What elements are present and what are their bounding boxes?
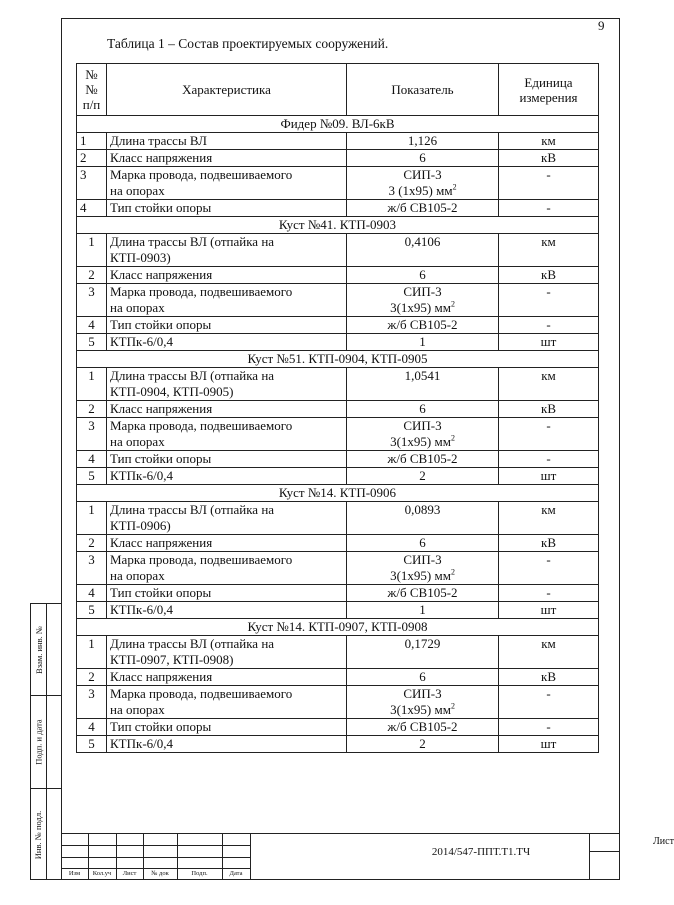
value-line: 1 — [419, 334, 426, 349]
value-line-with-unit — [350, 300, 495, 316]
row-value — [347, 150, 499, 167]
row-number: 4 — [77, 200, 107, 217]
table-row — [77, 686, 599, 719]
value-text: 3(1х95) мм — [390, 300, 451, 315]
row-unit: кВ — [499, 267, 599, 284]
characteristic-line: Марка провода, подвешиваемого — [110, 686, 293, 701]
row-characteristic — [107, 719, 347, 736]
row-characteristic — [107, 736, 347, 753]
section-title: Куст №14. КТП-0907, КТП-0908 — [77, 619, 599, 636]
characteristic-line: на опорах — [110, 568, 165, 583]
row-unit: шт — [499, 602, 599, 619]
row-value — [347, 234, 499, 267]
row-characteristic — [107, 686, 347, 719]
superscript: 2 — [450, 567, 455, 577]
stamp-label-signature: Подп. — [191, 870, 208, 877]
row-number: 5 — [77, 736, 107, 753]
row-value — [347, 736, 499, 753]
row-characteristic — [107, 133, 347, 150]
row-number: 1 — [77, 368, 107, 401]
table-header-row — [77, 64, 599, 116]
header-characteristic: Характеристика — [107, 64, 347, 116]
table-row — [77, 451, 599, 468]
characteristic-line: Класс напряжения — [110, 401, 213, 416]
value-line: ж/б СВ105-2 — [387, 719, 458, 734]
row-value — [347, 418, 499, 451]
row-characteristic — [107, 284, 347, 317]
section-row — [77, 619, 599, 636]
row-characteristic — [107, 334, 347, 351]
characteristic-line: Длина трассы ВЛ (отпайка на — [110, 234, 275, 249]
value-line: ж/б СВ105-2 — [387, 585, 458, 600]
header-number-line: № — [85, 67, 98, 82]
characteristic-line: Марка провода, подвешиваемого — [110, 284, 293, 299]
row-value — [347, 401, 499, 418]
characteristic-line: на опорах — [110, 434, 165, 449]
characteristic-line: Тип стойки опоры — [110, 585, 212, 600]
section-title: Куст №41. КТП-0903 — [77, 217, 599, 234]
row-unit: шт — [499, 736, 599, 753]
stamp-label-count: Кол.уч — [92, 870, 112, 877]
row-value — [347, 468, 499, 485]
table-row — [77, 234, 599, 267]
row-number: 2 — [77, 267, 107, 284]
side-stamp — [30, 603, 61, 880]
value-line-with-unit — [350, 702, 495, 718]
value-line: 0,0893 — [404, 502, 441, 517]
row-unit: - — [499, 585, 599, 602]
row-unit: - — [499, 200, 599, 217]
characteristic-line: Марка провода, подвешиваемого — [110, 552, 293, 567]
row-number: 3 — [77, 418, 107, 451]
value-line: 1 — [419, 602, 426, 617]
value-text: 3 (1х95) мм — [388, 183, 453, 198]
table-row — [77, 284, 599, 317]
row-characteristic — [107, 502, 347, 535]
document-code: 2014/547-ППТ.Т1.ТЧ — [431, 846, 531, 858]
row-characteristic — [107, 234, 347, 267]
row-number: 5 — [77, 602, 107, 619]
value-line: 0,1729 — [404, 636, 441, 651]
row-value — [347, 636, 499, 669]
row-value — [347, 317, 499, 334]
value-line-with-unit — [350, 568, 495, 584]
row-number: 1 — [77, 636, 107, 669]
row-number: 3 — [77, 686, 107, 719]
table-row — [77, 334, 599, 351]
row-unit: - — [499, 451, 599, 468]
value-line: 6 — [419, 267, 426, 282]
row-unit: км — [499, 133, 599, 150]
row-unit: - — [499, 719, 599, 736]
row-number: 4 — [77, 719, 107, 736]
value-line: ж/б СВ105-2 — [387, 317, 458, 332]
characteristic-line: Марка провода, подвешиваемого — [110, 418, 293, 433]
table-row — [77, 535, 599, 552]
row-characteristic — [107, 468, 347, 485]
value-text: 3(1х95) мм — [390, 702, 451, 717]
table-row — [77, 267, 599, 284]
row-unit: км — [499, 636, 599, 669]
table-row — [77, 401, 599, 418]
value-line: СИП-3 — [403, 167, 442, 182]
characteristic-line: Длина трассы ВЛ — [110, 133, 207, 148]
row-characteristic — [107, 552, 347, 585]
row-characteristic — [107, 418, 347, 451]
row-characteristic — [107, 669, 347, 686]
row-value — [347, 602, 499, 619]
row-unit: кВ — [499, 669, 599, 686]
row-number: 4 — [77, 317, 107, 334]
value-line: 6 — [419, 535, 426, 550]
row-number: 5 — [77, 468, 107, 485]
row-number: 4 — [77, 451, 107, 468]
characteristic-line: Тип стойки опоры — [110, 719, 212, 734]
row-value — [347, 502, 499, 535]
row-characteristic — [107, 535, 347, 552]
value-line: ж/б СВ105-2 — [387, 451, 458, 466]
row-value — [347, 552, 499, 585]
table-caption: Таблица 1 – Состав проектируемых сооружений. — [107, 36, 389, 51]
table-row — [77, 502, 599, 535]
row-value — [347, 167, 499, 200]
value-line: 1,126 — [407, 133, 438, 148]
characteristic-line: КТП-0906) — [110, 518, 171, 533]
value-line: 6 — [419, 150, 426, 165]
table-row — [77, 468, 599, 485]
characteristic-line: Тип стойки опоры — [110, 200, 212, 215]
row-value — [347, 334, 499, 351]
header-unit — [499, 64, 599, 116]
header-number-line: п/п — [82, 97, 101, 112]
characteristic-line: на опорах — [110, 300, 165, 315]
row-unit: км — [499, 502, 599, 535]
characteristic-line: на опорах — [110, 183, 165, 198]
row-unit: - — [499, 418, 599, 451]
header-number — [77, 64, 107, 116]
title-block — [61, 833, 674, 880]
row-characteristic — [107, 451, 347, 468]
row-characteristic — [107, 167, 347, 200]
stamp-label-doc-number: № док — [151, 870, 169, 877]
table-row — [77, 585, 599, 602]
value-text: 3(1х95) мм — [390, 568, 451, 583]
value-line-with-unit — [350, 183, 495, 199]
row-unit: кВ — [499, 401, 599, 418]
table-row — [77, 636, 599, 669]
characteristic-line: КТПк-6/0,4 — [110, 468, 174, 483]
characteristic-line: Тип стойки опоры — [110, 451, 212, 466]
value-line: СИП-3 — [403, 686, 442, 701]
row-number: 2 — [77, 669, 107, 686]
characteristic-line: Класс напряжения — [110, 150, 213, 165]
row-number: 2 — [77, 535, 107, 552]
characteristic-line: Длина трассы ВЛ (отпайка на — [110, 636, 275, 651]
characteristic-line: Длина трассы ВЛ (отпайка на — [110, 368, 275, 383]
row-unit: - — [499, 686, 599, 719]
page-number: 9 — [598, 18, 605, 33]
value-line: СИП-3 — [403, 284, 442, 299]
row-characteristic — [107, 602, 347, 619]
header-value: Показатель — [347, 64, 499, 116]
characteristic-line: КТПк-6/0,4 — [110, 736, 174, 751]
table-row — [77, 719, 599, 736]
characteristic-line: КТП-0904, КТП-0905) — [110, 384, 234, 399]
row-unit: км — [499, 368, 599, 401]
section-title: Куст №14. КТП-0906 — [77, 485, 599, 502]
value-text: 3(1х95) мм — [390, 434, 451, 449]
section-title: Фидер №09. ВЛ-6кВ — [77, 116, 599, 133]
table-row — [77, 418, 599, 451]
row-characteristic — [107, 267, 347, 284]
value-line: 0,4106 — [404, 234, 441, 249]
value-line: СИП-3 — [403, 418, 442, 433]
row-number: 2 — [77, 401, 107, 418]
row-value — [347, 585, 499, 602]
row-value — [347, 686, 499, 719]
characteristic-line: Марка провода, подвешиваемого — [110, 167, 293, 182]
superscript: 2 — [450, 701, 455, 711]
value-line: 2 — [419, 468, 426, 483]
row-characteristic — [107, 585, 347, 602]
section-row — [77, 116, 599, 133]
table-row — [77, 200, 599, 217]
row-number: 1 — [77, 133, 107, 150]
row-unit: шт — [499, 334, 599, 351]
stamp-label-sheet: Лист — [122, 870, 137, 877]
side-label-original-inv: Инв. № подл. — [33, 810, 44, 859]
row-value — [347, 451, 499, 468]
stamp-label-date: Дата — [229, 870, 243, 877]
row-value — [347, 284, 499, 317]
characteristic-line: КТПк-6/0,4 — [110, 602, 174, 617]
characteristic-line: Тип стойки опоры — [110, 317, 212, 332]
row-unit: кВ — [499, 150, 599, 167]
row-value — [347, 267, 499, 284]
row-number: 2 — [77, 150, 107, 167]
header-number-line: № — [85, 82, 98, 97]
side-label-replaced-inv: Взам. инв. № — [33, 625, 44, 674]
characteristic-line: Длина трассы ВЛ (отпайка на — [110, 502, 275, 517]
row-value — [347, 669, 499, 686]
table-row — [77, 167, 599, 200]
row-characteristic — [107, 636, 347, 669]
table-row — [77, 669, 599, 686]
row-characteristic — [107, 200, 347, 217]
characteristic-line: КТПк-6/0,4 — [110, 334, 174, 349]
row-unit: - — [499, 552, 599, 585]
row-value — [347, 368, 499, 401]
table-row — [77, 133, 599, 150]
value-line: 2 — [419, 736, 426, 751]
header-unit-line: измерения — [519, 89, 578, 105]
row-number: 3 — [77, 167, 107, 200]
characteristic-line: на опорах — [110, 702, 165, 717]
row-value — [347, 200, 499, 217]
row-characteristic — [107, 317, 347, 334]
table-row — [77, 317, 599, 334]
section-row — [77, 485, 599, 502]
value-line-with-unit — [350, 434, 495, 450]
row-unit: - — [499, 167, 599, 200]
row-characteristic — [107, 401, 347, 418]
row-characteristic — [107, 150, 347, 167]
row-value — [347, 719, 499, 736]
row-number: 1 — [77, 234, 107, 267]
value-line: 6 — [419, 401, 426, 416]
characteristic-line: КТП-0903) — [110, 250, 171, 265]
row-value — [347, 535, 499, 552]
value-line: 1,0541 — [404, 368, 441, 383]
row-number: 3 — [77, 284, 107, 317]
table-row — [77, 736, 599, 753]
table-row — [77, 602, 599, 619]
structures-table — [76, 63, 599, 753]
row-number: 4 — [77, 585, 107, 602]
header-unit-line: Единица — [524, 74, 573, 90]
superscript: 2 — [450, 433, 455, 443]
row-unit: - — [499, 317, 599, 334]
table-row — [77, 368, 599, 401]
sheet-label: Лист — [653, 836, 674, 847]
row-unit: км — [499, 234, 599, 267]
characteristic-line: Класс напряжения — [110, 267, 213, 282]
section-row — [77, 351, 599, 368]
row-unit: - — [499, 284, 599, 317]
characteristic-line: Класс напряжения — [110, 535, 213, 550]
value-line: 6 — [419, 669, 426, 684]
characteristic-line: КТП-0907, КТП-0908) — [110, 652, 234, 667]
row-number: 5 — [77, 334, 107, 351]
value-line: СИП-3 — [403, 552, 442, 567]
table-row — [77, 150, 599, 167]
row-value — [347, 133, 499, 150]
table-row — [77, 552, 599, 585]
stamp-label-change: Изм — [68, 870, 81, 877]
section-row — [77, 217, 599, 234]
table-body — [77, 116, 599, 753]
section-title: Куст №51. КТП-0904, КТП-0905 — [77, 351, 599, 368]
superscript: 2 — [452, 182, 457, 192]
superscript: 2 — [450, 299, 455, 309]
value-line: ж/б СВ105-2 — [387, 200, 458, 215]
side-label-sign-date: Подп. и дата — [33, 718, 44, 765]
characteristic-line: Класс напряжения — [110, 669, 213, 684]
row-characteristic — [107, 368, 347, 401]
row-unit: шт — [499, 468, 599, 485]
row-number: 3 — [77, 552, 107, 585]
row-number: 1 — [77, 502, 107, 535]
row-unit: кВ — [499, 535, 599, 552]
